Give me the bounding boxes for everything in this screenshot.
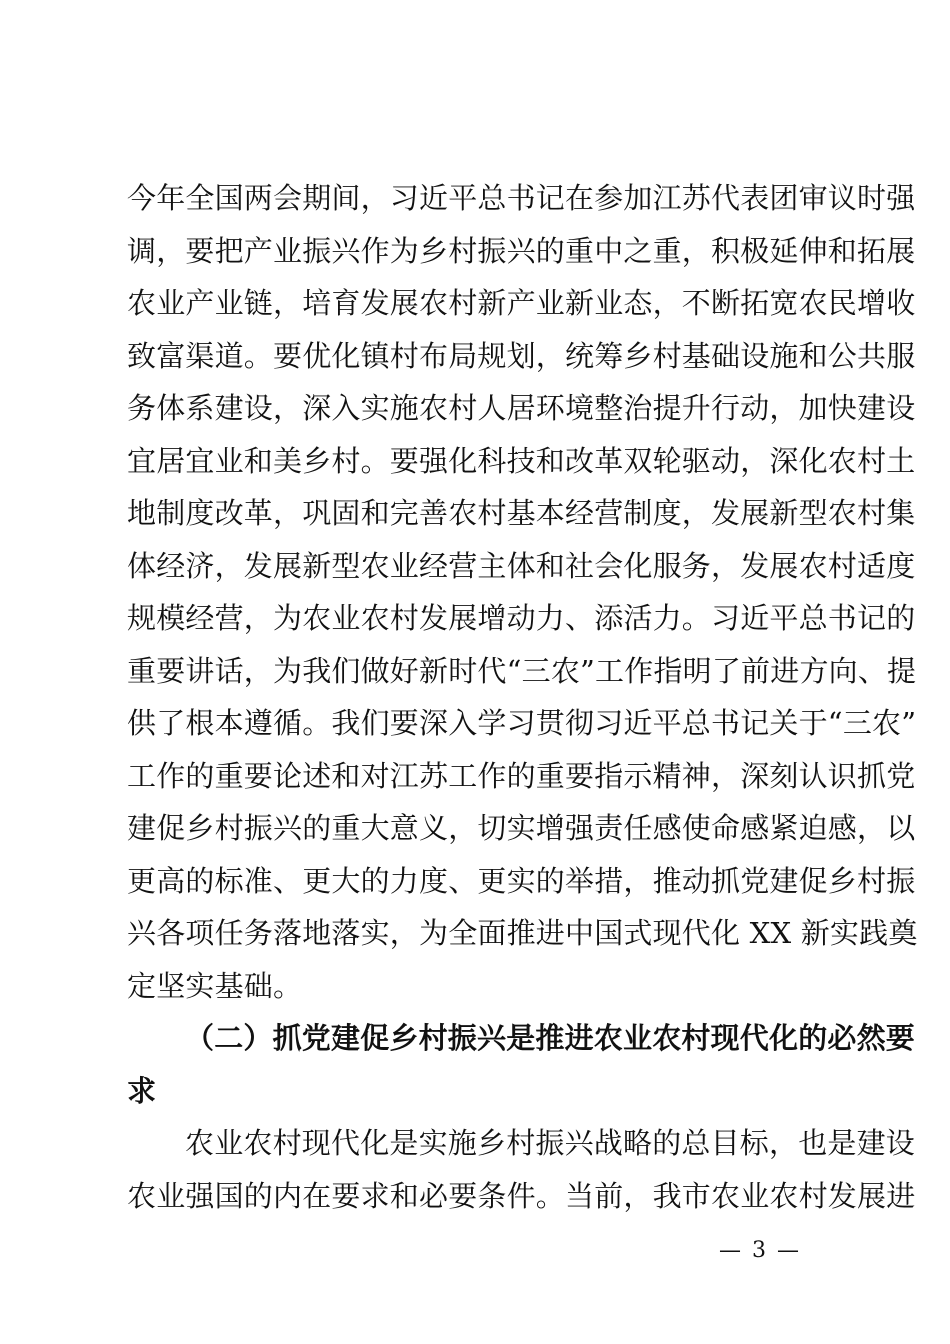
paragraph-1-line-4: 致富渠道。要优化镇村布局规划，统筹乡村基础设施和公共服 [127, 339, 916, 373]
paragraph-1-line-6: 宜居宜业和美乡村。要强化科技和改革双轮驱动，深化农村土 [127, 444, 916, 478]
paragraph-1-line-1: 今年全国两会期间，习近平总书记在参加江苏代表团审议时强 [127, 181, 916, 215]
paragraph-1-line-11: 供了根本遵循。我们要深入学习贯彻习近平总书记关于“三农” [127, 706, 917, 740]
paragraph-1-line-7: 地制度改革，巩固和完善农村基本经营制度，发展新型农村集 [127, 496, 916, 530]
paragraph-1-line-3: 农业产业链，培育发展农村新产业新业态，不断拓宽农民增收 [127, 286, 916, 320]
paragraph-1-line-15: 兴各项任务落地落实，为全面推进中国式现代化 XX 新实践奠 [127, 916, 918, 950]
paragraph-1-line-2: 调，要把产业振兴作为乡村振兴的重中之重，积极延伸和拓展 [127, 234, 916, 268]
paragraph-1-line-5: 务体系建设，深入实施农村人居环境整治提升行动，加快建设 [127, 391, 916, 425]
paragraph-1-line-13: 建促乡村振兴的重大意义，切实增强责任感使命感紧迫感，以 [127, 811, 916, 845]
paragraph-1-line-16: 定坚实基础。 [127, 969, 303, 1003]
page-number: — 3 — [719, 1238, 801, 1263]
paragraph-2-line-2: 农业强国的内在要求和必要条件。当前，我市农业农村发展进 [127, 1179, 916, 1213]
paragraph-1-line-14: 更高的标准、更大的力度、更实的举措，推动抓党建促乡村振 [127, 864, 916, 898]
paragraph-2-line-1: 农业农村现代化是实施乡村振兴战略的总目标，也是建设 [185, 1126, 916, 1160]
section-heading-line-1: （二）抓党建促乡村振兴是推进农业农村现代化的必然要 [185, 1021, 916, 1055]
paragraph-1-line-8: 体经济，发展新型农业经营主体和社会化服务，发展农村适度 [127, 549, 916, 583]
paragraph-1-line-9: 规模经营，为农业农村发展增动力、添活力。习近平总书记的 [127, 601, 916, 635]
section-heading-line-2: 求 [127, 1074, 157, 1108]
paragraph-1-line-12: 工作的重要论述和对江苏工作的重要指示精神，深刻认识抓党 [127, 759, 916, 793]
paragraph-1-line-10: 重要讲话，为我们做好新时代“三农”工作指明了前进方向、提 [127, 654, 917, 688]
